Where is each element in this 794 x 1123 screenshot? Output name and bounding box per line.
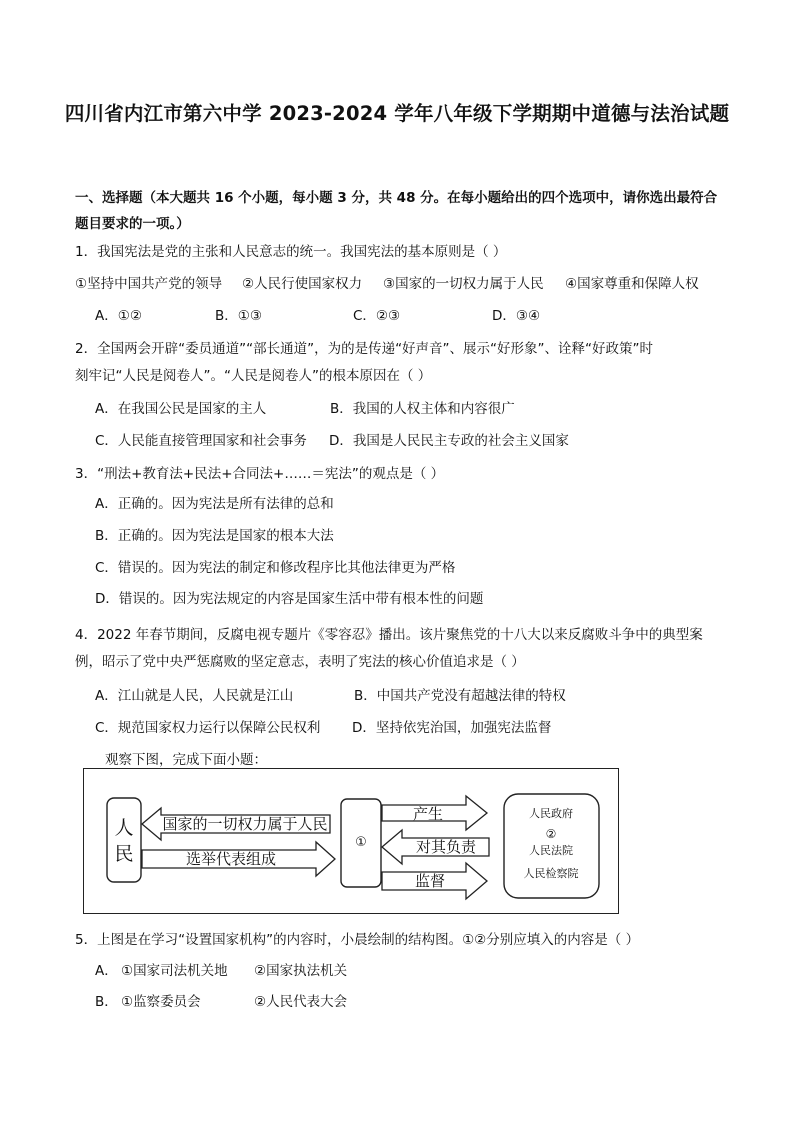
q4-option-c: C．规范国家权力运行以保障公民权利 [95,720,321,736]
q5-option-b-letter: B． [95,994,118,1010]
people-box [107,798,141,882]
organ-gov: 人民政府 [529,807,573,820]
q3-option-a: A．正确的。因为宪法是所有法律的总和 [95,496,334,512]
q5-option-b-part2: ②人民代表大会 [254,994,348,1010]
q1-item-4: ④国家尊重和保障人权 [565,276,699,292]
question-5-stem: 5．上图是在学习“设置国家机构”的内容时，小晨绘制的结构图。①②分别应填入的内容是（ ） [75,932,640,948]
structure-diagram [83,768,619,914]
q5-option-a-part2: ②国家执法机关 [254,963,348,979]
question-2-line1: 2．全国两会开辟“委员通道”“部长通道”，为的是传递“好声音”、展示“好形象”、诠释“好政策”时 [75,341,654,357]
people-char-2: 民 [114,843,134,865]
q2-option-b: B．我国的人权主体和内容很广 [330,401,515,417]
question-3-stem: 3．“刑法+教育法+民法+合同法+……＝宪法”的观点是（ ） [75,466,445,482]
q5-option-a-letter: A． [95,963,118,979]
page-title: 四川省内江市第六中学 2023-2024 学年八年级下学期期中道德与法治试题 [64,102,730,125]
question-2-line2: 刻牢记“人民是阅卷人”。“人民是阅卷人”的根本原因在（ ） [75,368,432,384]
arrow-elect-text: 选举代表组成 [185,850,277,868]
q4-option-a: A．江山就是人民，人民就是江山 [95,688,294,704]
q4-option-d: D．坚持依宪治国，加强宪法监督 [352,720,552,736]
q5-option-a-part1: ①国家司法机关地 [121,963,228,979]
observe-instruction: 观察下图，完成下面小题： [105,752,267,768]
blank-2-label: ② [545,827,557,841]
people-char-1: 人 [114,817,134,839]
arrow-responsible-text: 对其负责 [415,838,477,856]
blank-1-label: ① [355,835,367,850]
q1-item-1: ①坚持中国共产党的领导 [75,276,223,292]
q3-option-b: B．正确的。因为宪法是国家的根本大法 [95,528,334,544]
q1-option-b: B．①③ [215,308,262,324]
q2-option-a: A．在我国公民是国家的主人 [95,401,267,417]
question-1-stem: 1．我国宪法是党的主张和人民意志的统一。我国宪法的基本原则是（ ） [75,244,507,260]
q5-option-b-part1: ①监察委员会 [121,994,201,1010]
q2-option-c: C．人民能直接管理国家和社会事务 [95,433,307,449]
organ-procuratorate: 人民检察院 [523,867,579,880]
q4-option-b: B．中国共产党没有超越法律的特权 [354,688,566,704]
question-4-line1: 4．2022 年春节期间，反腐电视专题片《零容忍》播出。该片聚焦党的十八大以来反腐败斗争中的典型案 [75,627,703,643]
q1-item-3: ③国家的一切权力属于人民 [383,276,544,292]
q1-option-a: A．①② [95,308,142,324]
q1-item-2: ②人民行使国家权力 [242,276,363,292]
arrow-supervise-text: 监督 [414,872,446,890]
q1-option-d: D．③④ [492,308,541,324]
section-heading-line2: 题目要求的一项。） [75,216,190,232]
question-4-line2: 例，昭示了党中央严惩腐败的坚定意志，表明了宪法的核心价值追求是（ ） [75,654,525,670]
organ-court: 人民法院 [529,844,573,857]
q2-option-d: D．我国是人民民主专政的社会主义国家 [329,433,569,449]
section-heading-line1: 一、选择题（本大题共 16 个小题，每小题 3 分，共 48 分。在每小题给出的四个选项中，请你选出最符合 [75,190,718,206]
q3-option-d: D．错误的。因为宪法规定的内容是国家生活中带有根本性的问题 [95,591,484,607]
arrow-power-text: 国家的一切权力属于人民 [162,815,328,833]
arrow-produce-text: 产生 [412,805,444,823]
q1-option-c: C．②③ [353,308,401,324]
q3-option-c: C．错误的。因为宪法的制定和修改程序比其他法律更为严格 [95,560,456,576]
